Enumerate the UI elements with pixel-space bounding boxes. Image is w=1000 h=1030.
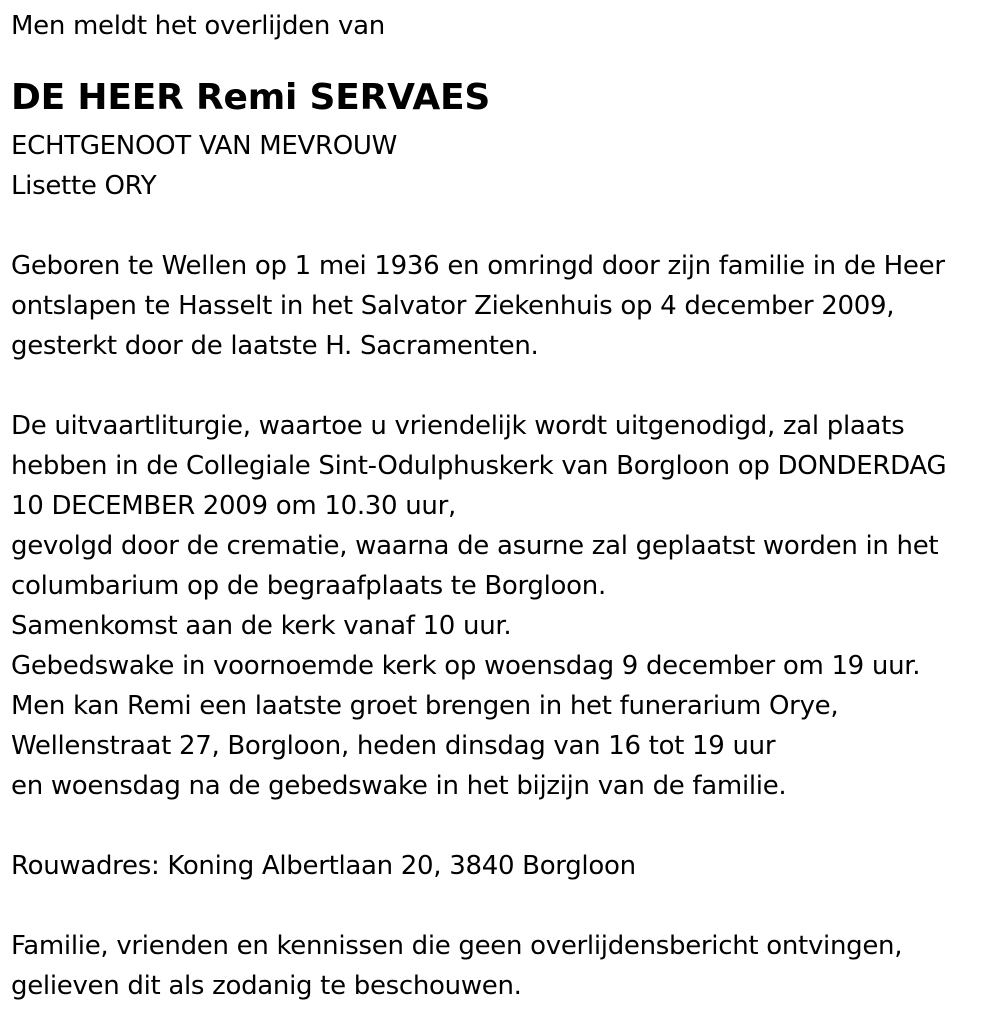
funeral-line: 10 DECEMBER 2009 om 10.30 uur,: [11, 491, 456, 521]
closing-line: Familie, vrienden en kennissen die geen overlijdensbericht ontvingen,: [11, 931, 903, 961]
spouse-name: Lisette ORY: [11, 171, 157, 201]
spacer: [11, 806, 996, 846]
spacer: [11, 366, 996, 406]
spacer: [11, 206, 996, 246]
funeral-line: De uitvaartliturgie, waartoe u vriendelijk wordt uitgenodigd, zal plaats: [11, 411, 905, 441]
birth-paragraph: [11, 246, 996, 366]
funeral-line: Wellenstraat 27, Borgloon, heden dinsdag van 16 tot 19 uur: [11, 731, 776, 761]
birth-line: gesterkt door de laatste H. Sacramenten.: [11, 331, 539, 361]
death-notice: [11, 6, 996, 1006]
mourning-address: Rouwadres: Koning Albertlaan 20, 3840 Borgloon: [11, 851, 636, 881]
birth-line: ontslapen te Hasselt in het Salvator Ziekenhuis op 4 december 2009,: [11, 291, 895, 321]
spouse-title: ECHTGENOOT VAN MEVROUW: [11, 131, 398, 161]
birth-line: Geboren te Wellen op 1 mei 1936 en omringd door zijn familie in de Heer: [11, 251, 945, 281]
spacer: [11, 886, 996, 926]
funeral-line: Men kan Remi een laatste groet brengen in het funerarium Orye,: [11, 691, 839, 721]
funeral-line: gevolgd door de crematie, waarna de asurne zal geplaatst worden in het: [11, 531, 939, 561]
deceased-name: DE HEER Remi SERVAES: [11, 77, 491, 118]
funeral-line: columbarium op de begraafplaats te Borgloon.: [11, 571, 606, 601]
funeral-line: en woensdag na de gebedswake in het bijzijn van de familie.: [11, 771, 787, 801]
intro-text: Men meldt het overlijden van: [11, 11, 385, 41]
funeral-line: hebben in de Collegiale Sint-Odulphuskerk van Borgloon op DONDERDAG: [11, 451, 947, 481]
closing-line: gelieven dit als zodanig te beschouwen.: [11, 971, 522, 1001]
funeral-paragraph: [11, 406, 996, 806]
funeral-line: Samenkomst aan de kerk vanaf 10 uur.: [11, 611, 512, 641]
closing-paragraph: [11, 926, 996, 1006]
funeral-line: Gebedswake in voornoemde kerk op woensdag 9 december om 19 uur.: [11, 651, 921, 681]
